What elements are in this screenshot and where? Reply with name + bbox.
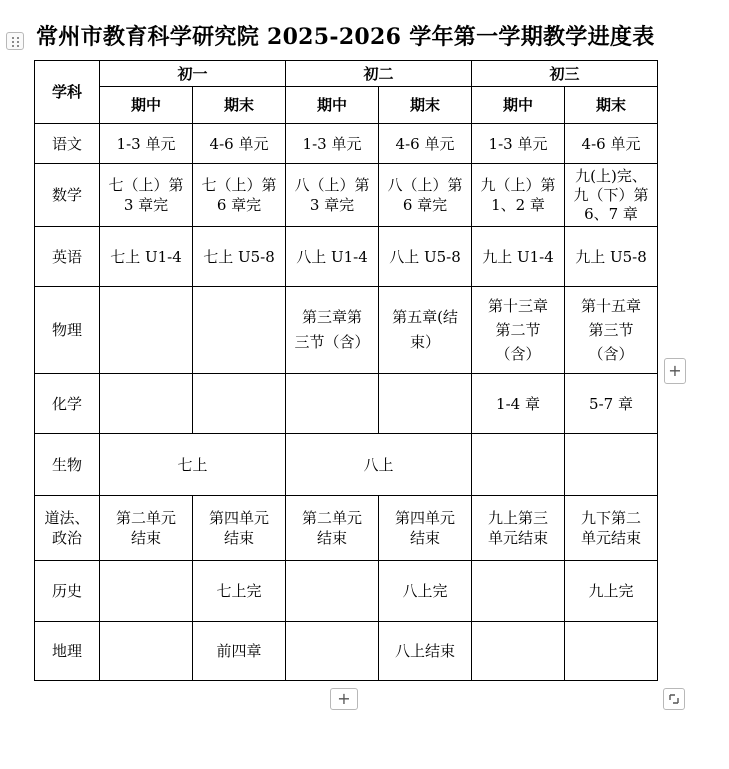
table-cell: 八上 U1-4: [286, 227, 379, 287]
table-cell: [565, 496, 658, 561]
cell-line: 第五章(结: [392, 308, 458, 326]
table-cell: [472, 164, 565, 227]
cell-line: 九下第二: [580, 509, 641, 527]
table-drag-handle-icon[interactable]: [6, 32, 24, 50]
table-cell: [286, 164, 379, 227]
subject-cell: 物理: [35, 287, 100, 374]
table-cell: [472, 622, 565, 681]
cell-line: 第四单元: [394, 509, 455, 527]
cell-line: 九上第三: [487, 509, 548, 527]
progress-table: [34, 60, 658, 681]
table-cell: [286, 374, 379, 434]
add-column-button[interactable]: [664, 358, 686, 384]
subject-cell: 语文: [35, 124, 100, 164]
subject-cell: [35, 496, 100, 561]
header-term: 期中: [472, 87, 565, 124]
resize-corner-icon: [668, 693, 680, 705]
cell-line: 3 章完: [123, 196, 169, 214]
table-cell: [565, 434, 658, 496]
table-cell: [100, 164, 193, 227]
table-cell: 七上 U1-4: [100, 227, 193, 287]
table-row: [35, 227, 658, 287]
table-cell: [100, 496, 193, 561]
header-term: 期末: [193, 87, 286, 124]
table-cell: 1-3 单元: [100, 124, 193, 164]
header-term: 期末: [379, 87, 472, 124]
table-cell: 1-3 单元: [286, 124, 379, 164]
cell-line: 束）: [409, 333, 440, 351]
table-cell: [100, 622, 193, 681]
header-grade-3: 初三: [472, 61, 658, 87]
table-cell: [193, 374, 286, 434]
table-cell: 八上 U5-8: [379, 227, 472, 287]
table-resize-handle[interactable]: [663, 688, 685, 710]
table-row: [35, 561, 658, 622]
cell-line: 结束: [409, 529, 440, 547]
cell-line: 单元结束: [487, 529, 548, 547]
table-row: [35, 287, 658, 374]
header-subject: 学科: [35, 61, 100, 124]
table-cell: [379, 496, 472, 561]
cell-line: 第二单元: [301, 509, 362, 527]
cell-line: 单元结束: [580, 529, 641, 547]
table-cell: [286, 622, 379, 681]
subject-cell: 生物: [35, 434, 100, 496]
table-cell: 八上完: [379, 561, 472, 622]
table-cell: [193, 496, 286, 561]
table-cell: [379, 164, 472, 227]
header-grade-1: 初一: [100, 61, 286, 87]
cell-line: 1、2 章: [491, 196, 545, 214]
table-cell: [472, 287, 565, 374]
table-cell: 八上结束: [379, 622, 472, 681]
table-row: [35, 496, 658, 561]
table-cell: [286, 287, 379, 374]
cell-line: 3 章完: [309, 196, 355, 214]
table-cell: [565, 287, 658, 374]
table-cell: [286, 561, 379, 622]
page-title: 常州市教育科学研究院 2025-2026 学年第一学期教学进度表: [36, 24, 655, 50]
table-row: [35, 164, 658, 227]
subject-cell: 化学: [35, 374, 100, 434]
table-cell: [193, 164, 286, 227]
table-row: [35, 374, 658, 434]
table-cell: [472, 496, 565, 561]
table-cell: 1-3 单元: [472, 124, 565, 164]
cell-line: 道法、: [44, 509, 90, 527]
cell-line: 七（上）第: [201, 176, 277, 194]
add-row-button[interactable]: [330, 688, 358, 710]
table-cell: [286, 496, 379, 561]
header-grade-2: 初二: [286, 61, 472, 87]
plus-icon: +: [668, 361, 682, 380]
cell-line: 政治: [51, 529, 82, 547]
table-cell: [472, 434, 565, 496]
table-cell: [100, 561, 193, 622]
table-cell: 1-4 章: [472, 374, 565, 434]
cell-line: 第十三章: [487, 297, 548, 315]
cell-line: 第三章第: [301, 308, 362, 326]
cell-line: 6、7 章: [584, 204, 638, 223]
table-cell: 5-7 章: [565, 374, 658, 434]
cell-line: 八（上）第: [387, 176, 463, 194]
subject-cell: 数学: [35, 164, 100, 227]
cell-line: 6 章完: [216, 196, 262, 214]
table-cell: 九上 U5-8: [565, 227, 658, 287]
header-term: 期中: [100, 87, 193, 124]
cell-line: 三节（含）: [294, 333, 370, 351]
cell-line: （含）: [588, 345, 634, 363]
table-cell: 4-6 单元: [193, 124, 286, 164]
cell-line: 第四单元: [208, 509, 269, 527]
table-cell: 九上完: [565, 561, 658, 622]
cell-line: 结束: [316, 529, 347, 547]
table-cell: 4-6 单元: [565, 124, 658, 164]
cell-line: 七（上）第: [108, 176, 184, 194]
cell-line: 结束: [130, 529, 161, 547]
subject-cell: 历史: [35, 561, 100, 622]
cell-line: 九（上）第: [480, 176, 556, 194]
table-cell: [379, 374, 472, 434]
table-cell: [100, 374, 193, 434]
table-cell: [472, 561, 565, 622]
table-cell: 七上 U5-8: [193, 227, 286, 287]
table-row: [35, 124, 658, 164]
plus-icon: +: [337, 689, 351, 708]
cell-line: 九(上)完、: [575, 166, 647, 185]
table-cell: 4-6 单元: [379, 124, 472, 164]
table-cell: 八上: [286, 434, 472, 496]
table-cell: [379, 287, 472, 374]
header-term: 期中: [286, 87, 379, 124]
table-cell: 七上: [100, 434, 286, 496]
cell-line: 6 章完: [402, 196, 448, 214]
table-row: [35, 434, 658, 496]
cell-line: 第十五章: [580, 297, 641, 315]
table-cell: [565, 622, 658, 681]
table-cell: 七上完: [193, 561, 286, 622]
header-term: 期末: [565, 87, 658, 124]
subject-cell: 地理: [35, 622, 100, 681]
table-row: [35, 622, 658, 681]
cell-line: 第三节: [588, 321, 634, 339]
subject-cell: 英语: [35, 227, 100, 287]
table-cell: [100, 287, 193, 374]
table-cell: 前四章: [193, 622, 286, 681]
table-cell: [193, 287, 286, 374]
cell-line: 第二单元: [115, 509, 176, 527]
cell-line: 九（下）第: [573, 185, 649, 204]
cell-line: 八（上）第: [294, 176, 370, 194]
cell-line: 结束: [223, 529, 254, 547]
table-cell: 九上 U1-4: [472, 227, 565, 287]
cell-line: （含）: [495, 345, 541, 363]
cell-line: 第二节: [495, 321, 541, 339]
table-cell: [565, 164, 658, 227]
